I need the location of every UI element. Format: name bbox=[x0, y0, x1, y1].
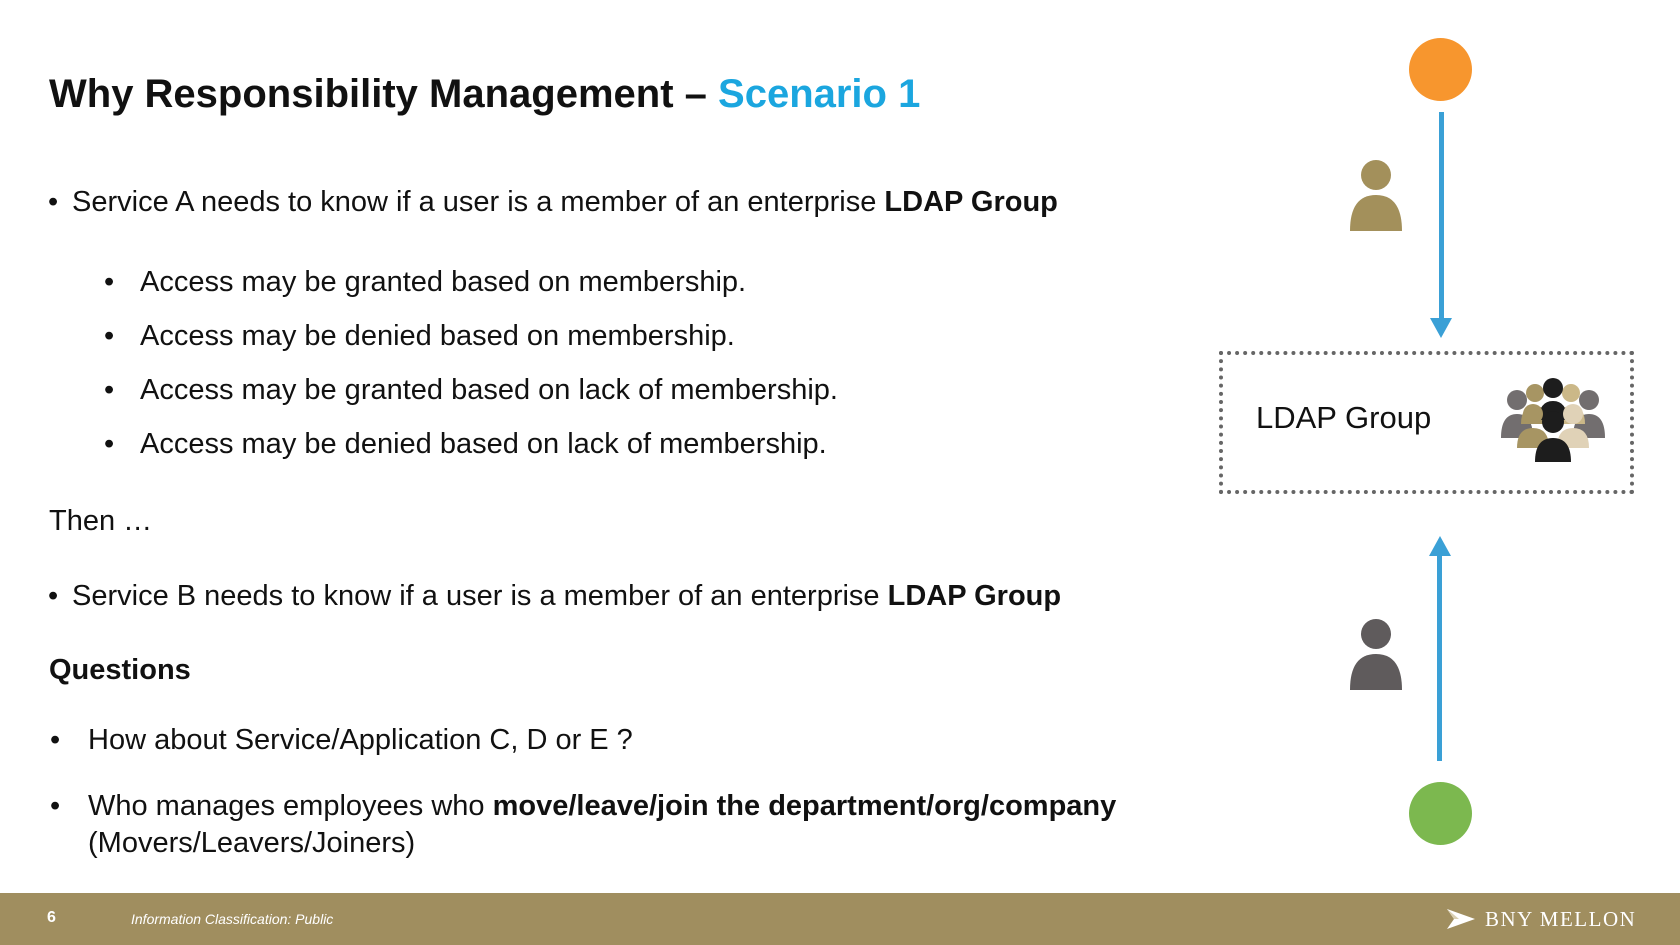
ldap-group-label: LDAP Group bbox=[1256, 400, 1432, 435]
user-icon-top bbox=[1346, 157, 1406, 233]
bullet-service-a-bold: LDAP Group bbox=[884, 186, 1058, 218]
bullet-dot: • bbox=[48, 186, 59, 218]
bullet-service-b-bold: LDAP Group bbox=[887, 580, 1062, 612]
bny-mellon-arrow-icon bbox=[1445, 907, 1477, 931]
bullet-dot: • bbox=[48, 580, 59, 612]
questions-heading: Questions bbox=[49, 654, 191, 686]
user-group-icon bbox=[1493, 376, 1613, 466]
user-icon-bottom bbox=[1346, 616, 1406, 692]
question-2-line2: (Movers/Leavers/Joiners) bbox=[88, 827, 416, 859]
bullet-dot: • bbox=[50, 790, 61, 822]
question-2-bold: move/leave/join the department/org/company bbox=[492, 790, 1117, 822]
question-2 bbox=[50, 788, 1117, 824]
question-2-text: Who manages employees who bbox=[88, 790, 493, 822]
logo-text: BNY MELLON bbox=[1485, 906, 1637, 931]
bullet-dot: • bbox=[104, 266, 115, 298]
arrow-up-line bbox=[1437, 554, 1442, 761]
sub-bullet-text: Access may be granted based on membership. bbox=[140, 266, 747, 298]
sub-bullet-2 bbox=[104, 318, 735, 354]
title-accent: Scenario 1 bbox=[718, 72, 921, 116]
slide-title bbox=[49, 70, 920, 118]
sub-bullet-4 bbox=[104, 426, 827, 462]
then-text: Then … bbox=[49, 505, 153, 537]
footer-bar bbox=[0, 893, 1680, 945]
bullet-dot: • bbox=[50, 724, 61, 756]
bullet-dot: • bbox=[104, 374, 115, 406]
bottom-node-circle bbox=[1409, 782, 1472, 845]
sub-bullet-3 bbox=[104, 372, 838, 408]
bullet-dot: • bbox=[104, 320, 115, 352]
sub-bullet-text: Access may be granted based on lack of membership. bbox=[140, 374, 838, 406]
question-1-text: How about Service/Application C, D or E ? bbox=[88, 724, 633, 756]
arrow-up-head bbox=[1429, 536, 1451, 556]
top-node-circle bbox=[1409, 38, 1472, 101]
bny-mellon-logo bbox=[1445, 905, 1636, 933]
bullet-service-b-text: Service B needs to know if a user is a member of an enterprise bbox=[72, 580, 888, 612]
sub-bullet-text: Access may be denied based on lack of membership. bbox=[140, 428, 827, 460]
bullet-dot: • bbox=[104, 428, 115, 460]
question-1 bbox=[50, 722, 633, 758]
bullet-service-a bbox=[48, 184, 1058, 220]
classification-label: Information Classification: Public bbox=[131, 911, 334, 927]
bullet-service-b bbox=[48, 578, 1061, 614]
arrow-down-line bbox=[1439, 112, 1444, 320]
arrow-down-head bbox=[1430, 318, 1452, 338]
sub-bullet-text: Access may be denied based on membership. bbox=[140, 320, 735, 352]
title-main: Why Responsibility Management – bbox=[49, 72, 719, 116]
sub-bullet-1 bbox=[104, 264, 747, 300]
page-number: 6 bbox=[47, 909, 56, 926]
bullet-service-a-text: Service A needs to know if a user is a member of an enterprise bbox=[72, 186, 885, 218]
